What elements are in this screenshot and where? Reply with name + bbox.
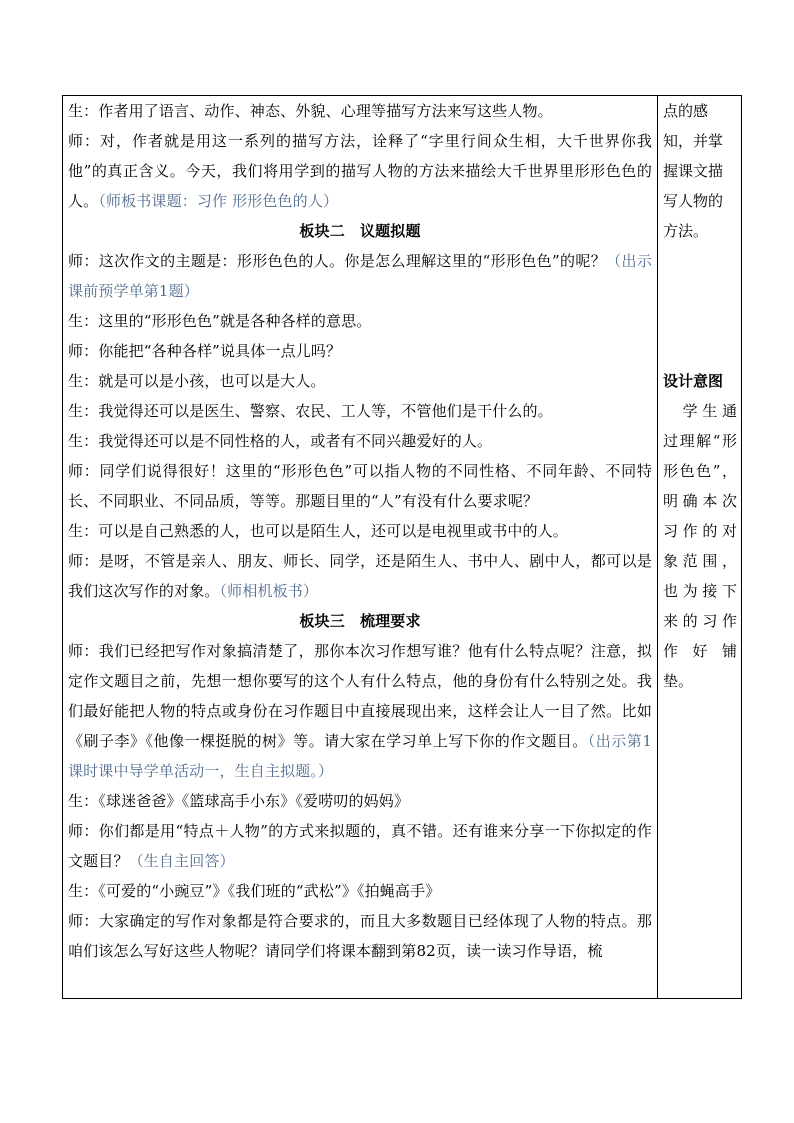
dialogue-line — [68, 876, 652, 906]
dialogue-line — [68, 786, 652, 816]
dialogue-line — [68, 126, 652, 216]
design-intent-title: 设计意图 — [663, 372, 724, 390]
teaching-process-column — [68, 96, 652, 1000]
side-intro-line: 点的感 — [663, 102, 709, 120]
side-intro-line: 写人物的 — [663, 192, 724, 210]
design-intent-column — [663, 96, 737, 696]
dialogue-text: 生：这里的“形形色色”就是各种各样的意思。 — [68, 312, 372, 330]
dialogue-text: 师：我们已经把写作对象搞清楚了，那你本次习作想写谁？他有什么特点呢？注意，拟定作文题目之前，先想一想你要写的这个人有什么特点，他的身份有什么特别之处。我们最好能把人物的特点或身份在习作题目中直接展现出来，这样会让人一目了然。比如《刷子李》《他像一棵挺脱的树》等。请大家在学习单上写下你的作文题目。 — [68, 642, 652, 750]
dialogue-line — [68, 306, 652, 336]
dialogue-line — [68, 456, 652, 516]
dialogue-line — [68, 246, 652, 306]
dialogue-line — [68, 336, 652, 366]
dialogue-line — [68, 96, 652, 126]
dialogue-text: 生：《可爱的“小豌豆”》《我们班的“武松”》《拍蝇高手》 — [68, 882, 441, 900]
dialogue-line — [68, 366, 652, 396]
teaching-note: （出示课前预学单第1题） — [68, 252, 652, 300]
dialogue-line — [68, 516, 652, 546]
side-intro — [663, 96, 737, 246]
dialogue-text: 生：作者用了语言、动作、神态、外貌、心理等描写方法来写这些人物。 — [68, 102, 553, 120]
design-intent-text: 学生通过理解“形形色色”，明确本次习作的对象范围，也为接下来的习作作好铺垫。 — [663, 402, 737, 690]
teaching-note: （师相机板书） — [219, 582, 319, 600]
dialogue-text: 师：对，作者就是用这一系列的描写方法，诠释了“字里行间众生相，大千世界你我他”的真正含义。今天，我们将用学到的描写人物的方法来描绘大千世界里形形色色的人。 — [68, 132, 652, 210]
dialogue-text: 生：《球迷爸爸》《篮球高手小东》《爱唠叨的妈妈》 — [68, 792, 410, 810]
teaching-note: （师板书课题：习作 形形色色的人） — [98, 192, 339, 210]
dialogue-text: 师：大家确定的写作对象都是符合要求的，而且大多数题目已经体现了人物的特点。那咱们该怎么写好这些人物呢？请同学们将课本翻到第82页，读一读习作导语，梳 — [68, 912, 652, 960]
teaching-note: （生自主回答） — [128, 852, 235, 870]
section-heading: 板块二 议题拟题 — [299, 222, 421, 240]
dialogue-text: 师：同学们说得很好！这里的“形形色色”可以指人物的不同性格、不同年龄、不同特长、不同职业、不同品质，等等。那题目里的“人”有没有什么要求呢？ — [68, 462, 652, 510]
dialogue-line — [68, 636, 652, 786]
side-intro-line: 方法。 — [663, 222, 709, 240]
dialogue-line — [68, 396, 652, 426]
dialogue-text: 师：这次作文的主题是：形形色色的人。你是怎么理解这里的“形形色色”的呢？ — [68, 252, 607, 270]
side-intro-line: 知，并掌 — [663, 132, 724, 150]
dialogue-text: 师：是呀，不管是亲人、朋友、师长、同学，还是陌生人、书中人、剧中人，都可以是我们这次写作的对象。 — [68, 552, 652, 600]
dialogue-line — [68, 906, 652, 966]
dialogue-line — [68, 546, 652, 606]
section-heading: 板块三 梳理要求 — [299, 612, 421, 630]
dialogue-text: 生：就是可以是小孩，也可以是大人。 — [68, 372, 326, 390]
dialogue-line — [68, 816, 652, 876]
dialogue-text: 师：你们都是用“特点＋人物”的方式来拟题的，真不错。还有谁来分享一下你拟定的作文题目？ — [68, 822, 652, 870]
column-divider — [657, 96, 658, 998]
dialogue-text: 生：可以是自己熟悉的人，也可以是陌生人，还可以是电视里或书中的人。 — [68, 522, 568, 540]
dialogue-text: 生：我觉得还可以是医生、警察、农民、工人等，不管他们是干什么的。 — [68, 402, 553, 420]
dialogue-text: 生：我觉得还可以是不同性格的人，或者有不同兴趣爱好的人。 — [68, 432, 493, 450]
dialogue-text: 师：你能把“各种各样”说具体一点儿吗？ — [68, 342, 342, 360]
dialogue-line — [68, 426, 652, 456]
teaching-note: （出示第1课时课中导学单活动一，生自主拟题。） — [68, 732, 652, 780]
side-intro-line: 握课文描 — [663, 162, 724, 180]
lesson-plan-table — [62, 95, 742, 999]
